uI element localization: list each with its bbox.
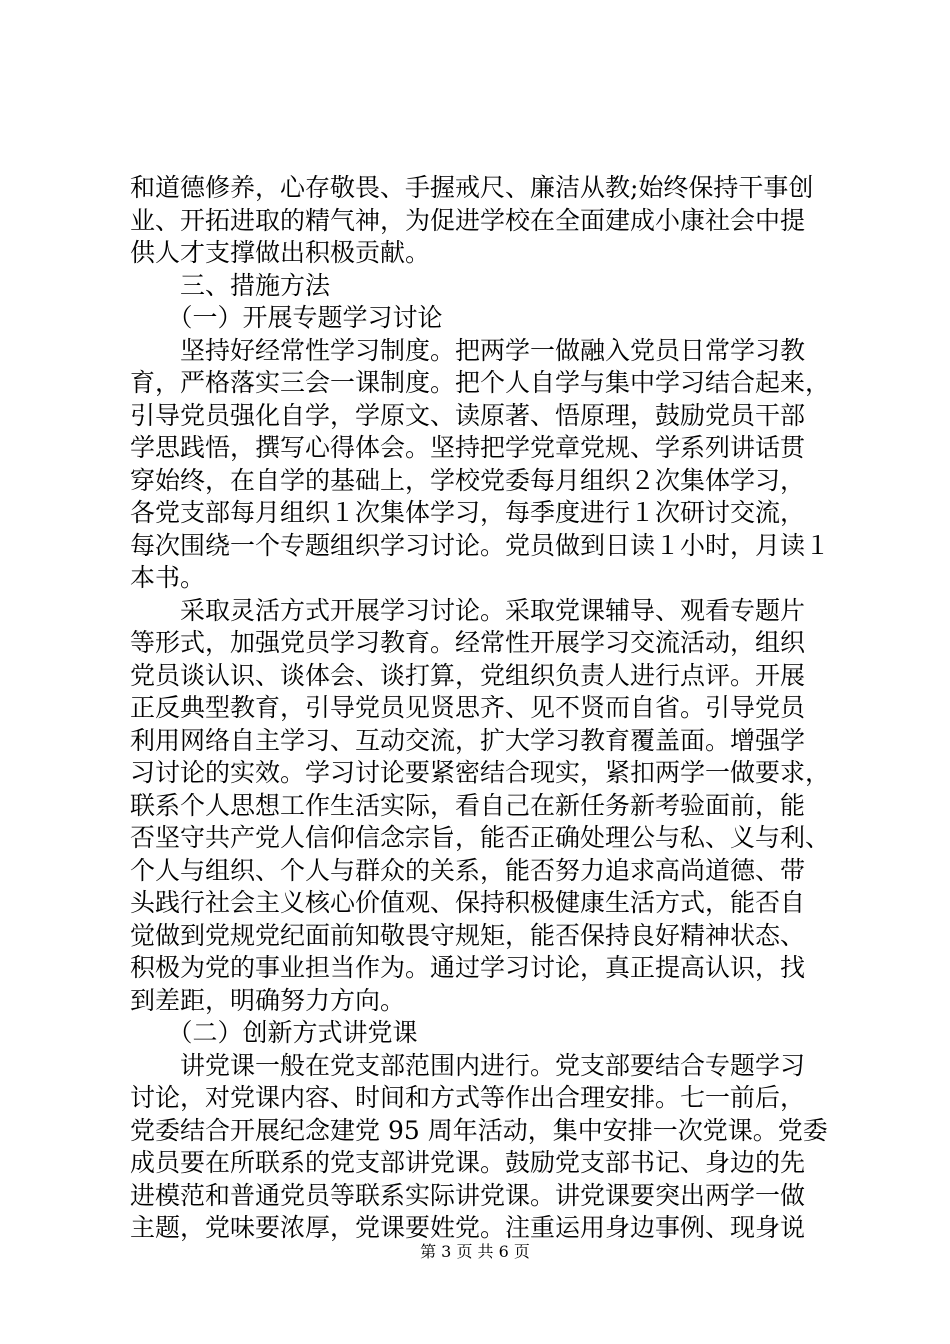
text-line: 讨论，对党课内容、时间和方式等作出合理安排。七一前后， (130, 1083, 806, 1112)
text-line: 学思践悟，撰写心得体会。坚持把学党章党规、学系列讲话贯 (130, 433, 806, 462)
text-line: 供人才支撑做出积极贡献。 (130, 238, 431, 267)
text-line: 和道德修养，心存敬畏、手握戒尺、廉洁从教;始终保持干事创 (130, 173, 814, 202)
text-line: 成员要在所联系的党支部讲党课。鼓励党支部书记、身边的先 (130, 1148, 806, 1177)
text-line: 三、措施方法 (130, 270, 331, 300)
text-line: 采取灵活方式开展学习讨论。采取党课辅导、观看专题片 (130, 595, 806, 625)
text-line: 头践行社会主义核心价值观、保持积极健康生活方式，能否自 (130, 888, 806, 917)
text-line: 习讨论的实效。学习讨论要紧密结合现实，紧扣两学一做要求， (130, 758, 831, 787)
text-line: 穿始终，在自学的基础上，学校党委每月组织２次集体学习， (130, 465, 806, 495)
text-line: 坚持好经常性学习制度。把两学一做融入党员日常学习教 (130, 335, 806, 365)
text-line: 个人与组织、个人与群众的关系，能否努力追求高尚道德、带 (130, 855, 806, 885)
page-number-footer: 第 3 页 共 6 页 (420, 1242, 530, 1261)
text-line: 讲党课一般在党支部范围内进行。党支部要结合专题学习 (130, 1050, 806, 1080)
text-line: 觉做到党规党纪面前知敬畏守规矩，能否保持良好精神状态、 (130, 920, 806, 950)
text-line: 育，严格落实三会一课制度。把个人自学与集中学习结合起来， (130, 368, 831, 397)
text-line: 党员谈认识、谈体会、谈打算，党组织负责人进行点评。开展 (130, 660, 806, 690)
text-line: 等形式，加强党员学习教育。经常性开展学习交流活动，组织 (130, 628, 806, 657)
text-line: 正反典型教育，引导党员见贤思齐、见不贤而自省。引导党员 (130, 693, 806, 722)
text-line: 主题，党味要浓厚，党课要姓党。注重运用身边事例、现身说 (130, 1213, 806, 1242)
text-line: 引导党员强化自学，学原文、读原著、悟原理，鼓励党员干部 (130, 400, 806, 430)
text-line: 业、开拓进取的精气神，为促进学校在全面建成小康社会中提 (130, 205, 806, 235)
text-line: 党委结合开展纪念建党 95 周年活动，集中安排一次党课。党委 (130, 1115, 828, 1145)
text-line: 本书。 (130, 563, 206, 592)
text-line: 否坚守共产党人信仰信念宗旨，能否正确处理公与私、义与利、 (130, 823, 831, 852)
text-line: 各党支部每月组织１次集体学习，每季度进行１次研讨交流， (130, 498, 806, 527)
text-line: 积极为党的事业担当作为。通过学习讨论，真正提高认识，找 (130, 953, 806, 982)
document-body (130, 172, 840, 1245)
text-line: （一）开展专题学习讨论 (130, 303, 443, 332)
text-line: （二）创新方式讲党课 (130, 1018, 418, 1047)
text-line: 利用网络自主学习、互动交流，扩大学习教育覆盖面。增强学 (130, 725, 806, 755)
text-line: 每次围绕一个专题组织学习讨论。党员做到日读１小时，月读１ (130, 530, 831, 560)
text-line: 联系个人思想工作生活实际，看自己在新任务新考验面前，能 (130, 790, 806, 820)
text-line: 进模范和普通党员等联系实际讲党课。讲党课要突出两学一做 (130, 1180, 806, 1210)
text-line: 到差距，明确努力方向。 (130, 985, 406, 1015)
